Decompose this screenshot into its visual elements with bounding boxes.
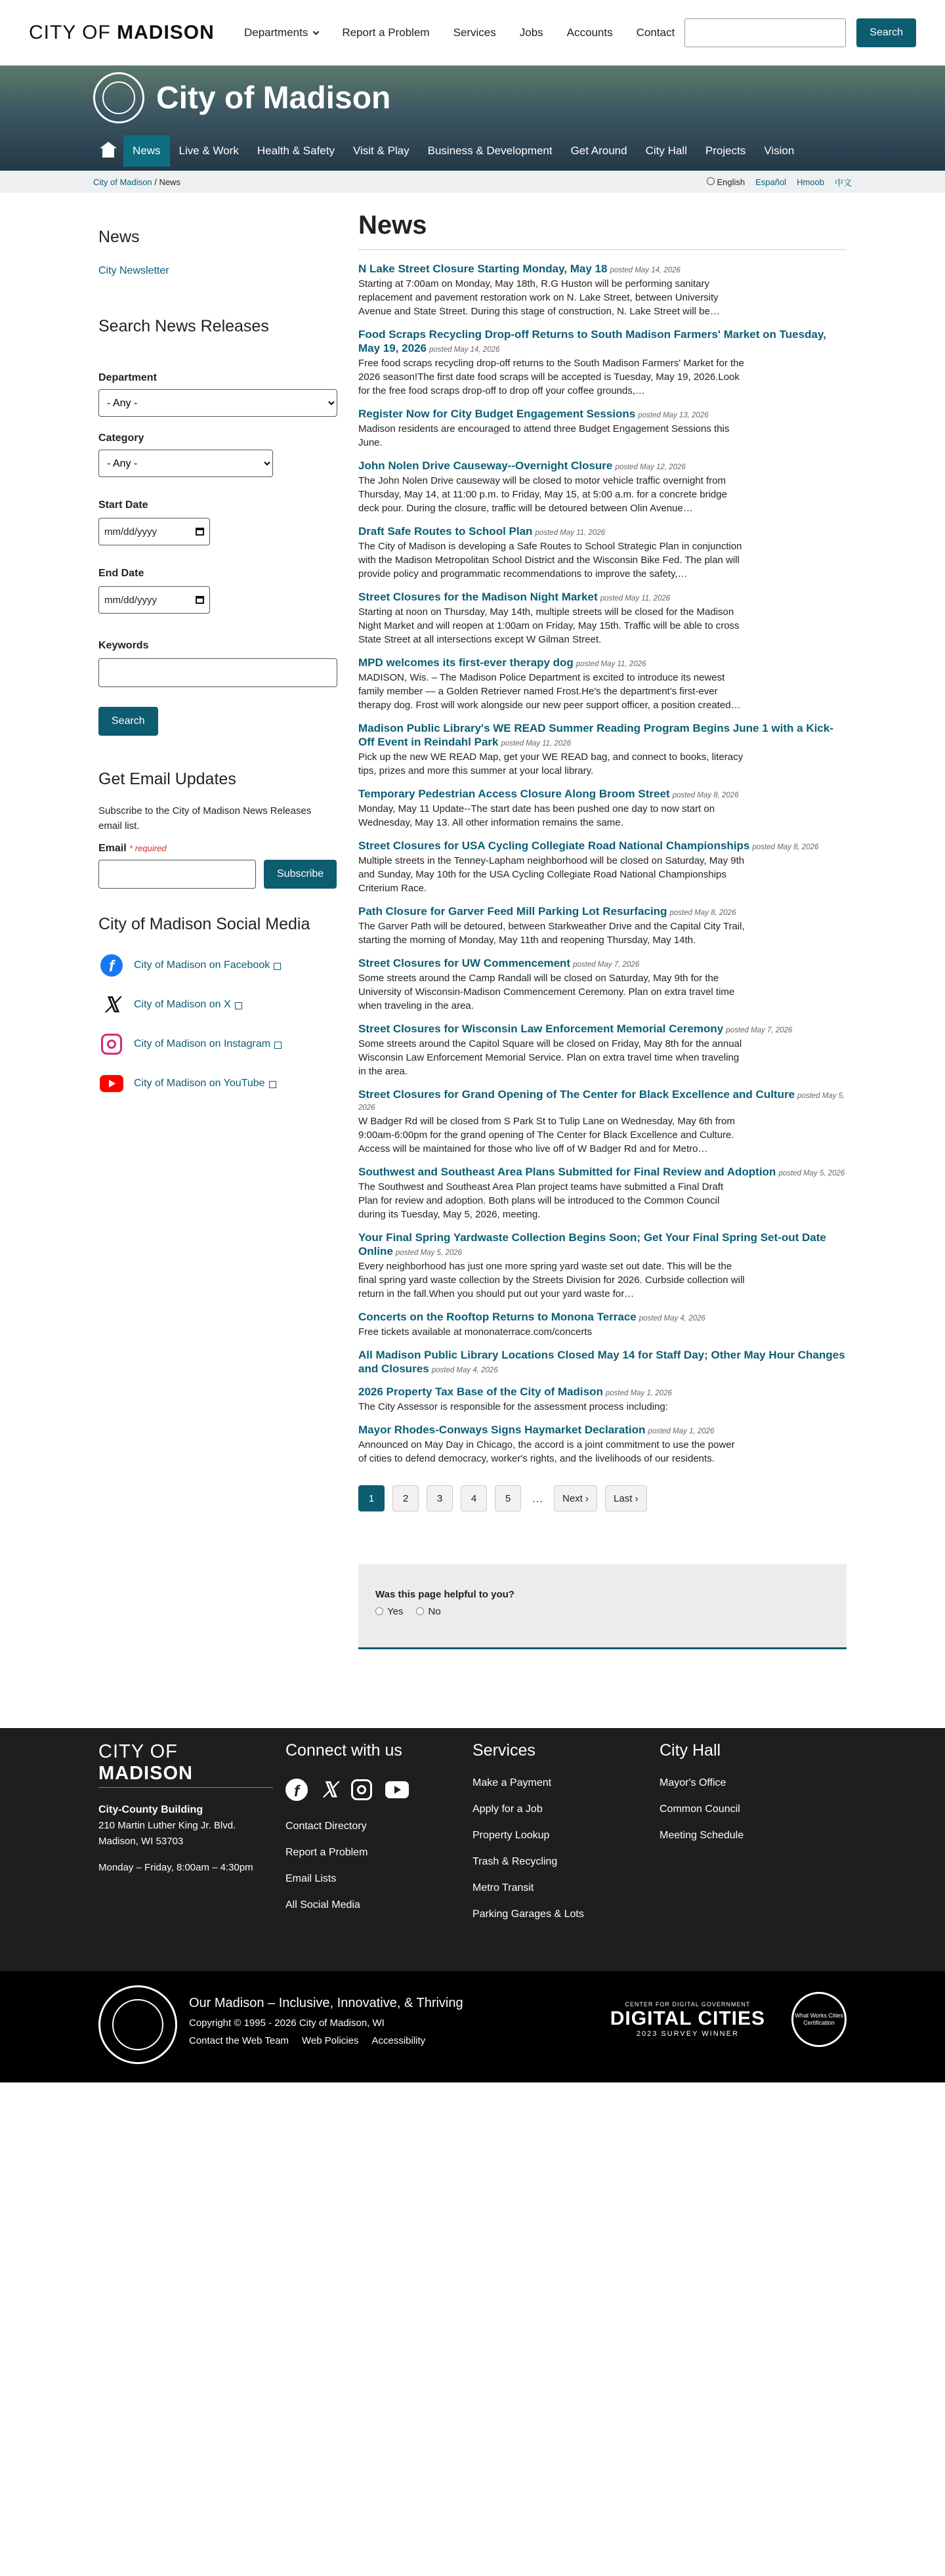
digital-cities-badge: CENTER FOR DIGITAL GOVERNMENT DIGITAL CITIES 2023 SURVEY WINNER (610, 2001, 765, 2038)
footer-connect: Connect with us f 𝕏 Contact Directory Report a Problem Email Lists All Social Media (285, 1741, 472, 1971)
news-summary: Pick up the new WE READ Map, get your WE READ bag, and connect to books, literacy tips, prizes and more this summer at your local library. (358, 751, 744, 776)
keywords-input[interactable] (98, 658, 337, 687)
news-title-link[interactable]: Your Final Spring Yardwaste Collection Begins Soon; Get Your Final Spring Set-out Date Online (358, 1231, 826, 1257)
social-links (98, 952, 337, 1097)
news-date: posted May 5, 2026 (395, 1249, 462, 1257)
keywords-label: Keywords (98, 640, 149, 651)
news-summary: W Badger Rd will be closed from S Park St to Tulip Lane on Wednesday, May 6th from 9:00am-6:00pm for the grand opening of The Center for Black Excellence and Culture. Access will be maintained for those who live off of W Badger Rd and for Metro… (358, 1116, 735, 1154)
search-news-heading: Search News Releases (98, 317, 269, 335)
news-date: posted May 1, 2026 (648, 1427, 715, 1435)
nav-home[interactable] (93, 135, 123, 167)
site-search (684, 18, 916, 47)
email-description: Subscribe to the City of Madison News Releases email list. (98, 805, 312, 832)
footer-logo[interactable]: CITY OF MADISON (98, 1741, 273, 1788)
pager-ellipsis: … (532, 1491, 543, 1505)
news-date: posted May 8, 2026 (672, 792, 739, 799)
news-date: posted May 11, 2026 (501, 740, 572, 748)
news-title-link[interactable]: Madison Public Library's WE READ Summer Reading Program Begins June 1 with a Kick-Off Event in Reindahl Park (358, 722, 833, 748)
nav-visit-play[interactable]: Visit & Play (352, 144, 410, 157)
nav-health-safety[interactable]: Health & Safety (257, 144, 335, 157)
news-summary: Every neighborhood has just one more spring yard waste set out date. This will be the final spring yard waste collection by the Streets Division for 2026. Curbside collection will return in the fall.When you should put out your yard waste for… (358, 1261, 745, 1299)
news-title-link[interactable]: John Nolen Drive Causeway--Overnight Closure (358, 459, 613, 472)
page-3[interactable]: 3 (427, 1485, 453, 1511)
nav-departments[interactable]: Departments (244, 26, 318, 39)
category-select[interactable] (98, 450, 273, 477)
nav-jobs[interactable]: Jobs (519, 26, 543, 39)
footer-mayors-office[interactable]: Mayor's Office (660, 1777, 726, 1788)
feedback-yes[interactable]: Yes (375, 1606, 403, 1617)
main-content (358, 211, 847, 1649)
city-seal-icon (98, 1985, 177, 2064)
news-item (358, 1022, 847, 1078)
breadcrumb-current: News (159, 177, 180, 187)
news-title-link[interactable]: N Lake Street Closure Starting Monday, May 18 (358, 263, 608, 275)
bottom-bar (0, 1971, 945, 2082)
nav-news[interactable]: News (123, 135, 170, 167)
news-item (358, 721, 847, 778)
news-date: posted May 4, 2026 (431, 1366, 498, 1374)
nav-business[interactable]: Business & Development (427, 144, 553, 157)
home-icon (102, 148, 114, 158)
social-instagram: City of Madison on Instagram (98, 1031, 337, 1057)
news-title-link[interactable]: Street Closures for USA Cycling Collegiate Road National Championships (358, 839, 750, 852)
news-title-link[interactable]: Mayor Rhodes-Conways Signs Haymarket Declaration (358, 1424, 646, 1436)
x-icon: 𝕏 (103, 993, 120, 1017)
news-item (358, 656, 847, 712)
next-page-button[interactable]: Next › (554, 1485, 597, 1511)
accessibility-link[interactable]: Accessibility (371, 2035, 426, 2046)
language-switcher (707, 176, 852, 188)
news-item (358, 956, 847, 1013)
footer (0, 1728, 945, 1971)
copyright: Copyright © 1995 - 2026 City of Madison, WI (189, 2017, 385, 2029)
news-item (358, 839, 847, 895)
news-item (358, 590, 847, 646)
feedback-box (358, 1564, 847, 1649)
category-label: Category (98, 433, 144, 444)
breadcrumb-bar (0, 171, 945, 193)
footer-address: City-County Building 210 Martin Luther King Jr. Blvd. Madison, WI 53703 Monday – Friday, 8:00am – 4:30pm (98, 1804, 253, 1873)
nav-accounts[interactable]: Accounts (566, 26, 613, 39)
youtube-icon (100, 1075, 123, 1092)
nav-report-problem[interactable]: Report a Problem (342, 26, 430, 39)
news-summary: The John Nolen Drive causeway will be closed to motor vehicle traffic overnight from Thursday, May 14, at 11:00 p.m. to Friday, May 15, at 5:00 a.m. for a concrete bridge deck pour. During the closure, traffic will be detoured between Olin Avenue… (358, 475, 727, 514)
news-title-link[interactable]: Food Scraps Recycling Drop-off Returns to South Madison Farmers' Market on Tuesday, May 19, 2026 (358, 328, 826, 354)
youtube-icon[interactable] (385, 1781, 409, 1798)
search-button[interactable]: Search (856, 18, 916, 47)
news-item (358, 1165, 847, 1221)
news-title-link[interactable]: Concerts on the Rooftop Returns to Monona Terrace (358, 1311, 637, 1323)
radio-icon[interactable] (375, 1607, 383, 1615)
page-4[interactable]: 4 (461, 1485, 487, 1511)
news-date: posted May 14, 2026 (610, 266, 681, 274)
nav-vision[interactable]: Vision (764, 144, 795, 157)
news-date: posted May 4, 2026 (639, 1315, 705, 1322)
news-date: posted May 7, 2026 (573, 961, 640, 969)
tagline: Our Madison – Inclusive, Innovative, & Thriving (189, 1996, 463, 2010)
news-item (358, 459, 847, 515)
last-page-button[interactable]: Last › (605, 1485, 647, 1511)
calendar-icon[interactable] (196, 596, 204, 604)
news-list (358, 262, 847, 1466)
feedback-no[interactable]: No (416, 1606, 440, 1617)
nav-city-hall[interactable]: City Hall (645, 144, 687, 157)
page-5[interactable]: 5 (495, 1485, 521, 1511)
news-date: posted May 14, 2026 (429, 346, 500, 354)
news-item (358, 1231, 847, 1301)
news-item (358, 327, 847, 398)
news-title-link[interactable]: Southwest and Southeast Area Plans Submitted for Final Review and Adoption (358, 1166, 776, 1178)
news-date: posted May 12, 2026 (615, 463, 686, 471)
email-updates-heading: Get Email Updates (98, 770, 236, 788)
web-policies-link[interactable]: Web Policies (302, 2035, 359, 2046)
news-title-link[interactable]: Temporary Pedestrian Access Closure Along Broom Street (358, 788, 670, 800)
instagram-icon[interactable] (351, 1779, 372, 1800)
instagram-icon (101, 1034, 122, 1055)
footer-make-payment[interactable]: Make a Payment (472, 1777, 552, 1788)
news-date: posted May 1, 2026 (605, 1389, 672, 1397)
news-item (358, 1423, 847, 1466)
end-date-label: End Date (98, 568, 144, 579)
nav-get-around[interactable]: Get Around (570, 144, 627, 157)
x-icon[interactable]: 𝕏 (321, 1778, 338, 1802)
footer-metro-transit[interactable]: Metro Transit (472, 1882, 534, 1893)
external-link-icon (274, 963, 281, 970)
footer-email-lists[interactable]: Email Lists (285, 1873, 337, 1884)
news-summary: Some streets around the Camp Randall will be closed on Saturday, May 9th for the University of Wisconsin-Madison Commencement Ceremony. Plan on extra travel time when traveling in the area. (358, 973, 735, 1011)
email-field[interactable] (98, 860, 256, 889)
news-date: posted May 5, 2026 (358, 1092, 845, 1112)
what-works-cities-badge: What Works Cities Certification (791, 1992, 847, 2047)
external-link-icon (235, 1002, 242, 1009)
news-summary: Announced on May Day in Chicago, the accord is a joint commitment to use the power of cities to defend democracy, worker's rights, and the livelihoods of our residents. (358, 1439, 735, 1464)
news-item (358, 262, 847, 318)
contact-web-team-link[interactable]: Contact the Web Team (189, 2035, 289, 2046)
news-date: posted May 8, 2026 (752, 843, 819, 851)
hero-banner (0, 66, 945, 171)
start-date-label: Start Date (98, 499, 148, 511)
news-summary: Madison residents are encouraged to attend three Budget Engagement Sessions this June. (358, 423, 730, 448)
lang-chinese[interactable]: 中文 (834, 177, 852, 188)
news-item (358, 407, 847, 450)
nav-contact[interactable]: Contact (636, 26, 675, 39)
news-summary: Monday, May 11 Update--The start date has been pushed one day to now start on Wednesday, May 13. All other information remains the same. (358, 803, 715, 828)
news-date: posted May 7, 2026 (726, 1026, 793, 1034)
page-2[interactable]: 2 (392, 1485, 419, 1511)
start-date-input[interactable]: mm/dd/yyyy (98, 518, 210, 545)
footer-contact-directory[interactable]: Contact Directory (285, 1821, 367, 1832)
external-link-icon (269, 1081, 276, 1088)
page-1[interactable]: 1 (358, 1485, 385, 1511)
footer-property-lookup[interactable]: Property Lookup (472, 1830, 550, 1841)
pagination (358, 1485, 847, 1511)
nav-services[interactable]: Services (453, 26, 496, 39)
news-summary: The City Assessor is responsible for the assessment process including: (358, 1401, 668, 1412)
footer-report-problem[interactable]: Report a Problem (285, 1847, 368, 1858)
facebook-icon: f (100, 954, 123, 977)
globe-icon (707, 177, 715, 185)
news-summary: MADISON, Wis. – The Madison Police Department is excited to introduce its newest family member — a Golden Retriever named Frost.He's the department's first-ever therapy dog. Frost will work alongside our new peer support officer, a position created… (358, 672, 741, 711)
news-title-link[interactable]: Street Closures for Grand Opening of The Center for Black Excellence and Culture (358, 1088, 795, 1101)
nav-projects[interactable]: Projects (705, 144, 746, 157)
social-facebook: f City of Madison on Facebook (98, 952, 337, 979)
news-summary: Some streets around the Capitol Square will be closed on Friday, May 8th for the annual Wisconsin Law Enforcement Memorial Service. Plan on extra travel time when traveling in the area. (358, 1038, 742, 1077)
news-item (358, 1310, 847, 1339)
breadcrumb-home[interactable]: City of Madison (93, 177, 152, 187)
news-item (358, 1385, 847, 1414)
news-summary: Free tickets available at mononaterrace.com/concerts (358, 1326, 592, 1338)
feedback-question: Was this page helpful to you? (375, 1589, 514, 1600)
top-nav (244, 26, 684, 39)
sidebar-news-heading: News (98, 228, 140, 246)
department-select[interactable] (98, 389, 337, 417)
news-summary: Starting at noon on Thursday, May 14th, multiple streets will be closed for the Madison Night Market and will reopen at 1:00am on Friday, May 15th. Traffic will be able to cross State Street at all intersections except W Gilman Street. (358, 606, 740, 645)
news-date: posted May 11, 2026 (600, 595, 671, 602)
footer-parking[interactable]: Parking Garages & Lots (472, 1909, 584, 1920)
page-title: News (358, 211, 847, 250)
social-x: 𝕏 City of Madison on X (98, 992, 337, 1018)
site-logo[interactable]: CITY OF MADISON (29, 21, 215, 43)
news-date: posted May 5, 2026 (778, 1170, 845, 1177)
social-youtube: City of Madison on YouTube (98, 1070, 337, 1097)
facebook-icon[interactable]: f (285, 1779, 308, 1801)
news-summary: The Garver Path will be detoured, between Starkweather Drive and the Capital City Trail, starting the morning of Monday, May 11th and reopening Thursday, May 14th. (358, 921, 745, 946)
footer-apply-job[interactable]: Apply for a Job (472, 1804, 543, 1815)
lang-hmong[interactable]: Hmoob (797, 177, 824, 187)
news-item (358, 787, 847, 830)
news-title-link[interactable]: Register Now for City Budget Engagement Sessions (358, 408, 636, 420)
sidebar (98, 211, 337, 1649)
news-title-link[interactable]: All Madison Public Library Locations Closed May 14 for Staff Day; Other May Hour Changes and Closures (358, 1349, 845, 1375)
footer-services: Services Make a Payment Apply for a Job Property Lookup Trash & Recycling Metro Transit Parking Garages & Lots (472, 1741, 660, 1971)
radio-icon[interactable] (416, 1607, 424, 1615)
news-title-link[interactable]: Path Closure for Garver Feed Mill Parking Lot Resurfacing (358, 905, 667, 918)
news-item (358, 1348, 847, 1376)
chevron-down-icon (313, 28, 320, 35)
footer-trash-recycling[interactable]: Trash & Recycling (472, 1856, 558, 1867)
social-media-heading: City of Madison Social Media (98, 915, 310, 933)
news-summary: Free food scraps recycling drop-off returns to the South Madison Farmers' Market for the 2026 season!The first date food scraps will be accepted is Tuesday, May 19, 2026.Look for the free food scraps drop-off to drop off your coffee grounds,… (358, 358, 744, 396)
city-newsletter-link[interactable]: City Newsletter (98, 265, 169, 276)
news-title-link[interactable]: MPD welcomes its first-ever therapy dog (358, 656, 574, 669)
top-bar (0, 0, 945, 66)
search-input[interactable] (684, 18, 846, 47)
main-nav (93, 135, 803, 167)
news-title-link[interactable]: 2026 Property Tax Base of the City of Madison (358, 1385, 603, 1398)
news-summary: Multiple streets in the Tenney-Lapham neighborhood will be closed on Saturday, May 9th and Sunday, May 10th for the USA Cycling Collegiate Road National Championships Criterium Race. (358, 855, 745, 894)
news-item (358, 524, 847, 581)
nav-live-work[interactable]: Live & Work (178, 144, 239, 157)
news-summary: The Southwest and Southeast Area Plan project teams have submitted a Final Draft Plan for review and adoption. Both plans will be introduced to the Common Council during its Tuesday, May 5, 2026, meeting. (358, 1181, 724, 1220)
footer-meeting-schedule[interactable]: Meeting Schedule (660, 1830, 744, 1841)
hero-title: City of Madison (156, 80, 391, 116)
end-date-input[interactable]: mm/dd/yyyy (98, 586, 210, 614)
news-date: posted May 11, 2026 (535, 529, 605, 537)
news-title-link[interactable]: Draft Safe Routes to School Plan (358, 525, 533, 538)
news-item (358, 904, 847, 947)
city-seal-icon (93, 72, 144, 123)
breadcrumb: City of Madison / News (93, 177, 180, 187)
news-summary: The City of Madison is developing a Safe Routes to School Strategic Plan in conjunction with the Madison Metropolitan School District and the Wisconsin Bike Fed. The plan will provide policy and programmatic recommendations to improve the safety,… (358, 541, 742, 580)
footer-common-council[interactable]: Common Council (660, 1804, 740, 1815)
news-title-link[interactable]: Street Closures for UW Commencement (358, 957, 571, 969)
news-item (358, 1087, 847, 1156)
news-title-link[interactable]: Street Closures for Wisconsin Law Enforcement Memorial Ceremony (358, 1023, 724, 1035)
subscribe-button[interactable]: Subscribe (264, 860, 337, 889)
news-date: posted May 13, 2026 (638, 412, 709, 419)
news-summary: Starting at 7:00am on Monday, May 18th, R.G Huston will be performing sanitary replacement and pavement restoration work on N. Lake Street, between University Avenue and State Street. During this stage of construction, N. Lake Street will be… (358, 278, 720, 317)
email-label: Email * required (98, 843, 167, 854)
footer-all-social[interactable]: All Social Media (285, 1899, 360, 1911)
external-link-icon (274, 1042, 282, 1049)
news-title-link[interactable]: Street Closures for the Madison Night Market (358, 591, 598, 603)
news-date: posted May 8, 2026 (669, 909, 736, 917)
lang-spanish[interactable]: Español (755, 177, 787, 187)
news-date: posted May 11, 2026 (576, 660, 646, 668)
calendar-icon[interactable] (196, 528, 204, 536)
footer-city-hall: City Hall Mayor's Office Common Council Meeting Schedule (660, 1741, 847, 1971)
department-label: Department (98, 372, 157, 383)
lang-english[interactable]: English (717, 177, 746, 187)
news-search-button[interactable]: Search (98, 707, 158, 736)
